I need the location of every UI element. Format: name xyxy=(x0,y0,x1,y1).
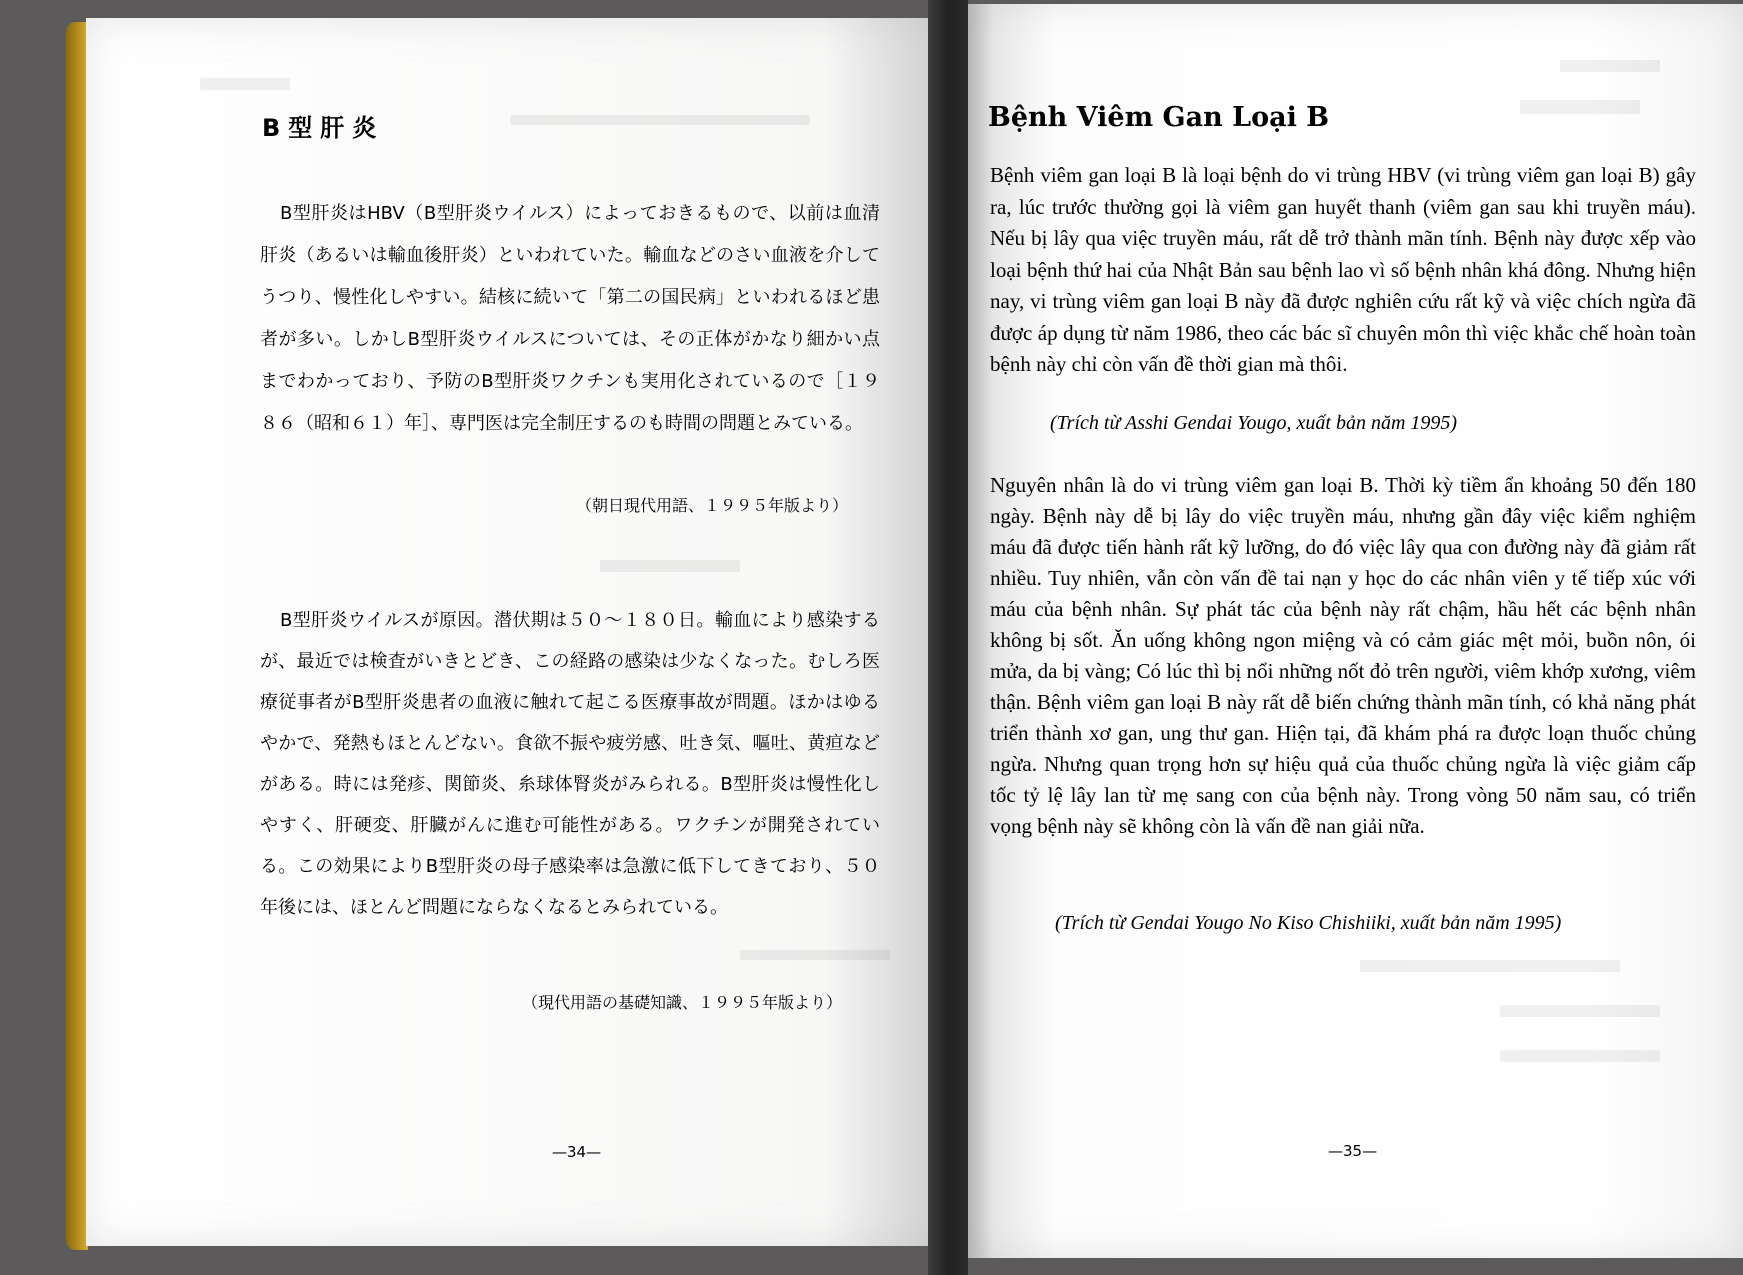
right-source-1: (Trích từ Asshi Gendai Yougo, xuất bản năm 1995) xyxy=(1050,412,1458,434)
left-page-number: —34— xyxy=(552,1143,602,1161)
left-page-title: B型肝炎 xyxy=(262,114,385,142)
right-source-2: (Trích từ Gendai Yougo No Kiso Chishiiki, xuất bản năm 1995) xyxy=(1055,912,1562,934)
bleed-through-mark xyxy=(1500,1005,1660,1017)
bleed-through-mark xyxy=(1360,960,1620,972)
bleed-through-mark xyxy=(1560,60,1660,72)
bleed-through-mark xyxy=(740,950,890,960)
bleed-through-mark xyxy=(200,78,290,90)
right-page-title: Bệnh Viêm Gan Loại B xyxy=(988,102,1330,133)
bleed-through-mark xyxy=(600,560,740,572)
left-paragraph-1: B型肝炎はHBV（B型肝炎ウイルス）によっておきるもので、以前は血清肝炎（あるいは輸血後肝炎）といわれていた。輸血などのさい血液を介してうつり、慢性化しやすい。結核に続いて「第二の国民病」といわれるほど患者が多い。しかしB型肝炎ウイルスについては、その正体がかなり細かい点までわかっており、予防のB型肝炎ワクチンも実用化されているので［１９８６（昭和６１）年］、専門医は完全制圧するのも時間の問題とみている。 xyxy=(260,203,880,434)
bleed-through-mark xyxy=(1500,1050,1660,1062)
bleed-through-mark xyxy=(1520,100,1640,114)
right-paragraph-1: Bệnh viêm gan loại B là loại bệnh do vi trùng HBV (vi trùng viêm gan loại B) gây ra, lúc trước thường gọi là viêm gan huyết thanh (viêm gan sau khi truyền máu). Nếu bị lây qua việc truyền máu, rất dễ trở thành mãn tính. Bệnh này được xếp vào loại bệnh thứ hai của Nhật Bản sau bệnh lao vì số bệnh nhân khá đông. Nhưng hiện nay, vi trùng viêm gan loại B này đã được nghiên cứu rất kỹ và việc chích ngừa đã được áp dụng từ năm 1986, theo các bác sĩ chuyên môn thì việc khắc chế hoàn toàn bệnh này chỉ còn vấn đề thời gian mà thôi. xyxy=(990,163,1696,376)
left-source-1: （朝日現代用語、１９９５年版より） xyxy=(576,496,849,515)
right-page-number: —35— xyxy=(1328,1142,1378,1160)
left-source-2: （現代用語の基礎知識、１９９５年版より） xyxy=(522,993,843,1012)
book-gutter xyxy=(928,0,968,1275)
right-paragraph-2: Nguyên nhân là do vi trùng viêm gan loại B. Thời kỳ tiềm ẩn khoảng 50 đến 180 ngày. Bệnh này dễ bị lây do việc truyền máu, nhưng gần đây việc kiểm nghiệm máu đã được tiến hành rất kỹ lưỡng, do đó việc lây qua con đường này đã giảm rất nhiều. Tuy nhiên, vẫn còn vấn đề tai nạn y học do các nhân viên y tế tiếp xúc với máu của bệnh nhân. Sự phát tác của bệnh này rất chậm, hầu hết các bệnh nhân không bị sốt. Ăn uống không ngon miệng và có cảm giác mệt mỏi, buồn nôn, ói mửa, da bị vàng; Có lúc thì bị nổi những nốt đỏ trên người, viêm khớp xương, viêm thận. Bệnh viêm gan loại B này rất dễ biến chứng thành mãn tính, có khả năng phát triển thành xơ gan, ung thư gan. Hiện tại, đã khám phá ra được loạn thuốc chủng ngừa. Nhưng quan trọng hơn sự hiệu quả của thuốc chủng ngừa là việc giảm cấp tốc tỷ lệ lây lan từ mẹ sang con của bệnh này. Trong vòng 50 năm sau, có triển vọng bệnh này sẽ không còn là vấn đề nan giải nữa. xyxy=(990,473,1696,838)
left-paragraph-2: B型肝炎ウイルスが原因。潜伏期は５０～１８０日。輸血により感染するが、最近では検査がいきとどき、この経路の感染は少なくなった。むしろ医療従事者がB型肝炎患者の血液に触れて起こる医療事故が問題。ほかはゆるやかで、発熱もほとんどない。食欲不振や疲労感、吐き気、嘔吐、黄疸などがある。時には発疹、関節炎、糸球体腎炎がみられる。B型肝炎は慢性化しやすく、肝硬変、肝臓がんに進む可能性がある。ワクチンが開発されている。この効果によりB型肝炎の母子感染率は急激に低下してきており、５０年後には、ほとんど問題にならなくなるとみられている。 xyxy=(260,610,880,918)
book-edge xyxy=(66,22,88,1250)
bleed-through-mark xyxy=(510,115,810,125)
